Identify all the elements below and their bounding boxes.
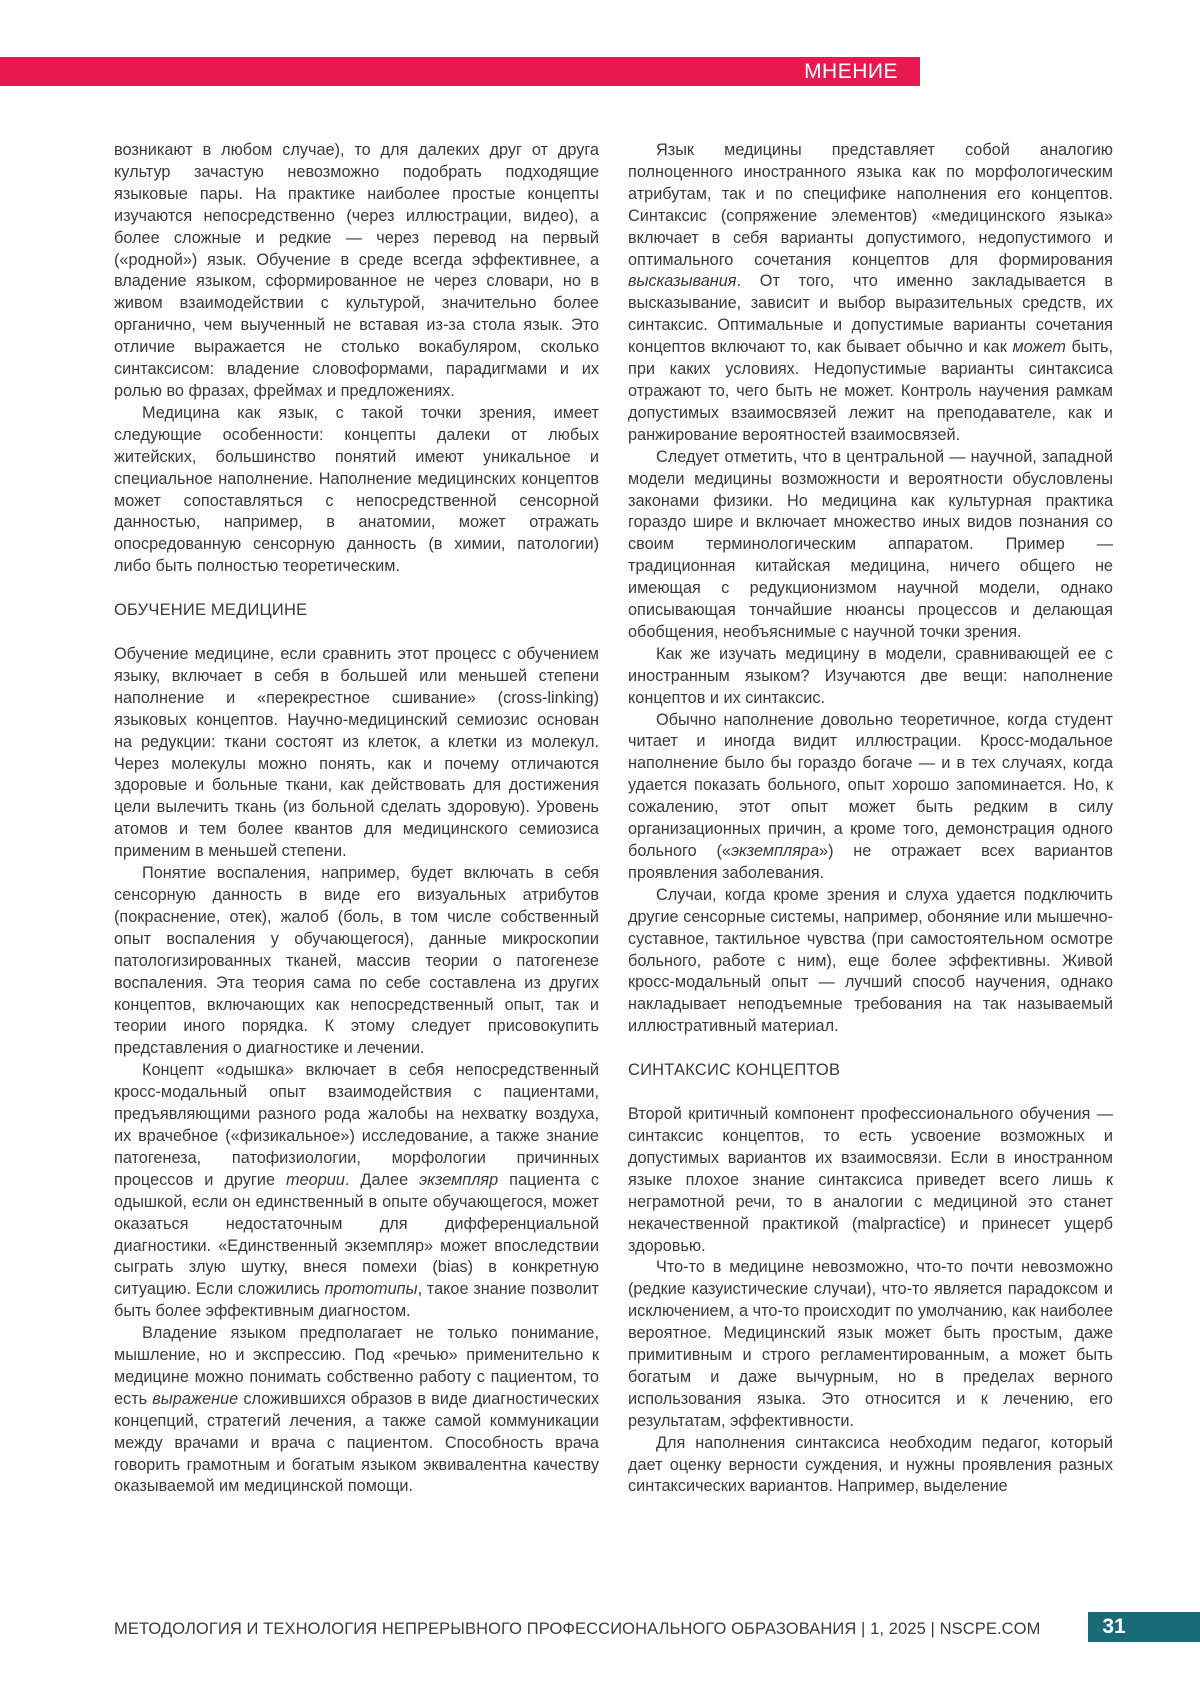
paragraph: Второй критичный компонент профессионального обучения — синтаксис концептов, то есть усвоение возможных и допустимых вариантов их взаимосвязи. Если в иностранном языке плохое знание синтаксиса приведет всего лишь к неграмотной речи, то в аналогии с медициной это станет некачественной практикой (malpractice) и принесет ущерб здоровью. (628, 1105, 1113, 1255)
text-run: Владение языком предполагает не только понимание, мышление, но и экспрессию. Под «речью» применительно к медицине можно понимать собственно работу с пациентом, то есть (114, 1324, 599, 1408)
text-run: сложившихся образов в виде диагностических концепций, стратегий лечения, а также самой коммуникации между врачами и врача с пациентом. Способность врача говорить грамотным и богатым языком эквивалентна качеству оказываемой им медицинской помощи. (114, 1389, 599, 1496)
text-run: быть, при каких условиях. Недопустимые варианты синтаксиса отражают то, чего быть не может. Контроль научения рамкам допустимых взаимосвязей лежит на преподавателе, как и ранжирование вероятностей взаимосвязей. (628, 338, 1113, 444)
text-run: ») не отражает всех вариантов проявления заболевания. (628, 842, 1114, 882)
text-run: . От того, что именно закладывается в высказывание, зависит и выбор выразительных средств, их синтаксис. Оптимальные и допустимые варианты сочетания концептов включают то, как бывает обычно и как (628, 272, 1113, 357)
paragraph: Медицина как язык, с такой точки зрения, имеет следующие особенности: концепты далеки от любых житейских, большинство понятий имеют уникальное и специальное наполнение. Наполнение медицинских концептов может сопоставляться с непосредственной сенсорной данностью, например, в анатомии, может отражать опосредованную сенсорную данность (в химии, патологии) либо быть полностью теоретическим. (114, 403, 599, 576)
paragraph: Понятие воспаления, например, будет включать в себя сенсорную данность в виде его визуальных атрибутов (покраснение, отек), жалоб (боль, в том числе собственный опыт воспаления у обучающегося), данные микроскопии патологизированных тканей, массив теории о патогенезе воспаления. Эта теория сама по себе составлена из других концептов, включающих как непосредственный опыт, так и теории иного порядка. К этому следует присовокупить представления о диагностике и лечении. (114, 864, 599, 1058)
section-header-bar (0, 57, 920, 86)
text-run: пациента с одышкой, если он единственный в опыте обучающегося, может оказаться недостаточным для дифференциальной диагностики. «Единственный экземпляр» может впоследствии сыграть злую шутку, внеся помехи (bias) в конкретную ситуацию. Если сложились (114, 1170, 599, 1299)
paragraph: Для наполнения синтаксиса необходим педагог, который дает оценку верности суждения, и нужны проявления разных синтаксических вариантов. Например, выделение (628, 1433, 1113, 1496)
right-column (628, 140, 1113, 1498)
section-label: МНЕНИЕ (804, 60, 898, 83)
paragraph: Случаи, когда кроме зрения и слуха удается подключить другие сенсорные системы, например, обоняние или мышечно-суставное, тактильное чувства (при самостоятельном осмотре больного, работе с ним), еще более эффективны. Живой кросс-модальный опыт — лучший способ научения, однако накладывает неподъемные требования на так называемый иллюстративный материал. (628, 885, 1113, 1036)
paragraph (114, 1060, 599, 1323)
page-number: 31 (1102, 1615, 1126, 1638)
paragraph (628, 710, 1113, 885)
paragraph: Что-то в медицине невозможно, что-то почти невозможно (редкие казуистические случаи), что-то является парадоксом и исключением, а что-то происходит по умолчанию, как наиболее вероятное. Медицинский язык может быть простым, даже примитивным и строго регламентированным, а может быть богатым и даже вычурным, но в пределах верного использования языка. Это относится и к лечению, его результатам, эффективности. (628, 1258, 1113, 1430)
italic-term: экземпляр (419, 1170, 499, 1189)
left-column (114, 140, 599, 1498)
journal-footer: МЕТОДОЛОГИЯ И ТЕХНОЛОГИЯ НЕПРЕРЫВНОГО ПРОФЕССИОНАЛЬНОГО ОБРАЗОВАНИЯ | 1, 2025 | NSCPE.COM (114, 1620, 1041, 1638)
text-run: . Далее (344, 1170, 420, 1189)
italic-term: выражение (152, 1389, 239, 1408)
italic-term: теории (286, 1170, 345, 1189)
page-number-box (1088, 1612, 1200, 1642)
section-heading: СИНТАКСИС КОНЦЕПТОВ (628, 1061, 841, 1080)
paragraph (628, 140, 1113, 447)
italic-term: прототипы (324, 1280, 418, 1299)
italic-term: высказывания (628, 272, 737, 291)
text-run: Концепт «одышка» включает в себя непосредственный кросс-модальный опыт взаимодействия с пациентами, предъявляющими разного рода жалобы на нехватку воздуха, их врачебное («физикальное») исследование, а также знание патогенеза, патофизиологии, морфологии причинных процессов и другие (114, 1061, 599, 1189)
text-run: Язык медицины представляет собой аналогию полноценного иностранного языка как по морфологическим атрибутам, так и по специфике наполнения его концептов. Синтаксис (сопряжение элементов) «медицинского языка» включает в себя варианты допустимого, недопустимого и оптимального сочетания концептов для формирования (628, 141, 1113, 269)
text-run: Обычно наполнение довольно теоретичное, когда студент читает и иногда видит иллюстрации. Кросс-модальное наполнение было бы гораздо богаче — и в тех случаях, когда удается показать больного, опыт хорошо запоминается. Но, к сожалению, этот опыт может быть редким в силу организационных причин, а кроме того, демонстрация одного больного (« (628, 710, 1113, 860)
paragraph: Обучение медицине, если сравнить этот процесс с обучением языку, включает в себя в большей или меньшей степени наполнение и «перекрестное сшивание» (cross-linking) языковых концептов. Научно-медицинский семиозис основан на редукции: ткани состоят из клеток, а клетки из молекул. Через молекулы можно понять, как и почему отличаются здоровые и больные ткани, как действовать для достижения цели вылечить ткань (из больной сделать здоровую). Уровень атомов и тем более квантов для медицинского семиозиса применим в меньшей степени. (114, 645, 599, 861)
text-run: , такое знание позволит быть более эффективным диагностом. (114, 1280, 599, 1321)
section-heading: ОБУЧЕНИЕ МЕДИЦИНЕ (114, 601, 308, 620)
paragraph: Как же изучать медицину в модели, сравнивающей ее с иностранным языком? Изучаются две вещи: наполнение концептов и их синтаксис. (628, 644, 1113, 707)
paragraph (114, 1323, 599, 1498)
italic-term: экземпляра (730, 842, 820, 860)
paragraph: Следует отметить, что в центральной — научной, западной модели медицины возможности и вероятности обусловлены законами физики. Но медицина как культурная практика гораздо шире и включает множество иных видов познания со своим терминологическим аппаратом. Пример — традиционная китайская медицина, ничего общего не имеющая с редукционизмом научной модели, однако описывающая тончайшие нюансы процессов и делающая обобщения, необъяснимые с научной точки зрения. (628, 447, 1113, 641)
paragraph: возникают в любом случае), то для далеких друг от друга культур зачастую невозможно подобрать подходящие языковые пары. На практике наиболее простые концепты изучаются непосредственно (через иллюстрации, видео), а более сложные и редкие — через перевод на первый («родной») язык. Обучение в среде всегда эффективнее, а владение языком, сформированное не через словари, но в живом взаимодействии с культурой, значительно более органично, чем выученный не вставая из-за стола язык. Это отличие выражается не столько вокабуляром, сколько синтаксисом: владение словоформами, парадигмами и их ролью во фразах, фреймах и предложениях. (114, 141, 599, 400)
italic-term: может (1012, 338, 1066, 357)
